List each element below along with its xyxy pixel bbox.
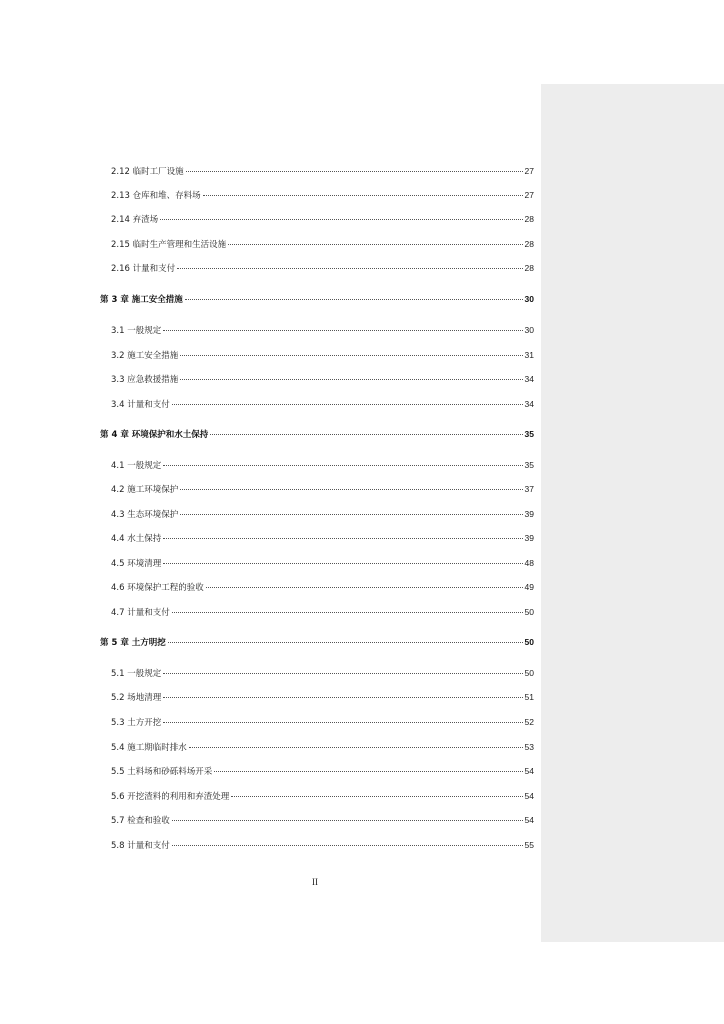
toc-entry-page-number: 34 [524,399,534,409]
toc-section-entry[interactable] [111,740,534,754]
toc-entry-page-number: 50 [524,607,534,617]
toc-entry-page-number: 39 [524,509,534,519]
toc-entry-label: 2.14 弃渣场 [111,215,159,225]
toc-entry-page-number: 35 [524,460,534,470]
toc-dot-leader [163,538,522,539]
toc-entry-label: 3.1 一般规定 [111,326,162,336]
toc-chapter-entry[interactable] [100,292,534,306]
toc-section-entry[interactable] [111,188,534,202]
toc-section-entry[interactable] [111,690,534,704]
toc-section-entry[interactable] [111,580,534,594]
toc-dot-leader [163,330,522,331]
toc-dot-leader [163,673,522,674]
toc-entry-page-number: 27 [524,190,534,200]
toc-entry-label: 4.7 计量和支付 [111,608,170,618]
toc-dot-leader [160,219,522,220]
toc-dot-leader [163,722,522,723]
toc-dot-leader [172,612,523,613]
toc-dot-leader [180,489,522,490]
toc-section-entry[interactable] [111,764,534,778]
toc-entry-page-number: 54 [524,815,534,825]
toc-entry-page-number: 54 [524,791,534,801]
toc-dot-leader [172,820,523,821]
toc-dot-leader [231,796,522,797]
toc-entry-label: 第 4 章 环境保护和水土保持 [100,430,209,440]
toc-entry-label: 4.6 环境保护工程的验收 [111,583,204,593]
toc-dot-leader [210,434,522,435]
toc-entry-page-number: 52 [524,717,534,727]
toc-entry-page-number: 28 [524,263,534,273]
page-number: II [312,877,318,887]
toc-section-entry[interactable] [111,813,534,827]
toc-entry-page-number: 35 [524,429,534,439]
toc-entry-label: 3.2 施工安全措施 [111,351,179,361]
toc-entry-label: 5.6 开挖渣料的利用和弃渣处理 [111,792,230,802]
toc-section-entry[interactable] [111,458,534,472]
toc-entry-page-number: 51 [524,692,534,702]
toc-entry-page-number: 48 [524,558,534,568]
toc-section-entry[interactable] [111,397,534,411]
toc-section-entry[interactable] [111,348,534,362]
toc-entry-page-number: 30 [524,325,534,335]
toc-section-entry[interactable] [111,482,534,496]
toc-entry-label: 5.8 计量和支付 [111,841,170,851]
toc-section-entry[interactable] [111,507,534,521]
toc-entry-page-number: 50 [524,637,534,647]
toc-dot-leader [180,514,522,515]
toc-dot-leader [214,771,522,772]
toc-section-entry[interactable] [111,372,534,386]
toc-entry-label: 2.13 仓库和堆、存料场 [111,191,201,201]
toc-entry-page-number: 50 [524,668,534,678]
toc-entry-page-number: 30 [524,294,534,304]
toc-entry-label: 4.5 环境清理 [111,559,162,569]
toc-entry-label: 5.1 一般规定 [111,669,162,679]
toc-dot-leader [177,268,522,269]
toc-section-entry[interactable] [111,838,534,852]
toc-section-entry[interactable] [111,237,534,251]
toc-dot-leader [185,299,523,300]
toc-entry-label: 5.3 土方开挖 [111,718,162,728]
toc-entry-page-number: 55 [524,840,534,850]
toc-dot-leader [172,404,523,405]
toc-entry-page-number: 49 [524,582,534,592]
toc-section-entry[interactable] [111,556,534,570]
toc-section-entry[interactable] [111,164,534,178]
comment-margin-pane [541,84,724,942]
toc-section-entry[interactable] [111,323,534,337]
toc-dot-leader [163,563,522,564]
toc-section-entry[interactable] [111,261,534,275]
toc-section-entry[interactable] [111,715,534,729]
toc-entry-page-number: 28 [524,239,534,249]
toc-dot-leader [206,587,523,588]
toc-entry-label: 2.16 计量和支付 [111,264,176,274]
toc-chapter-entry[interactable] [100,635,534,649]
toc-entry-label: 3.4 计量和支付 [111,400,170,410]
toc-section-entry[interactable] [111,666,534,680]
toc-entry-label: 4.4 水土保持 [111,534,162,544]
toc-section-entry[interactable] [111,531,534,545]
toc-section-entry[interactable] [111,212,534,226]
toc-entry-label: 第 5 章 土方明挖 [100,638,166,648]
toc-entry-label: 5.5 土料场和砂砾料场开采 [111,767,213,777]
toc-entry-label: 3.3 应急救援措施 [111,375,179,385]
toc-chapter-entry[interactable] [100,427,534,441]
toc-section-entry[interactable] [111,605,534,619]
toc-entry-page-number: 34 [524,374,534,384]
toc-dot-leader [228,244,522,245]
toc-entry-label: 4.1 一般规定 [111,461,162,471]
toc-dot-leader [203,195,523,196]
toc-entry-page-number: 54 [524,766,534,776]
toc-entry-label: 第 3 章 施工安全措施 [100,295,183,305]
toc-entry-label: 4.3 生态环境保护 [111,510,179,520]
toc-dot-leader [172,845,523,846]
toc-entry-page-number: 28 [524,214,534,224]
toc-entry-label: 5.2 场地清理 [111,693,162,703]
toc-dot-leader [168,642,523,643]
toc-entry-label: 5.4 施工期临时排水 [111,743,187,753]
toc-entry-page-number: 39 [524,533,534,543]
toc-dot-leader [180,355,522,356]
toc-dot-leader [163,465,522,466]
toc-dot-leader [163,697,522,698]
toc-section-entry[interactable] [111,789,534,803]
toc-entry-label: 4.2 施工环境保护 [111,485,179,495]
toc-entry-page-number: 27 [524,166,534,176]
toc-entry-page-number: 31 [524,350,534,360]
toc-entry-page-number: 53 [524,742,534,752]
toc-entry-page-number: 37 [524,484,534,494]
toc-dot-leader [180,379,522,380]
toc-dot-leader [186,171,523,172]
toc-entry-label: 2.15 临时生产管理和生活设施 [111,240,227,250]
toc-entry-label: 2.12 临时工厂设施 [111,167,184,177]
toc-entry-label: 5.7 检查和验收 [111,816,170,826]
toc-dot-leader [189,747,523,748]
